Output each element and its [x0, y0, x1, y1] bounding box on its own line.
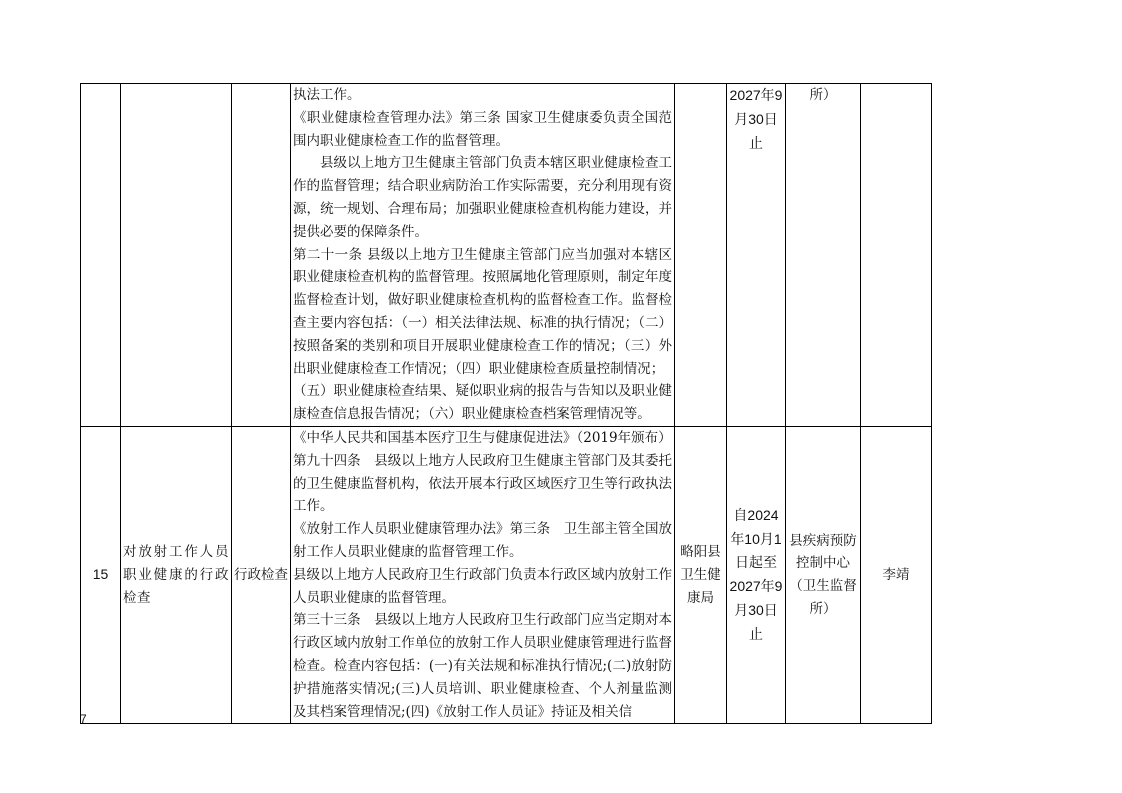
basis-paragraph: 第二十一条 县级以上地方卫生健康主管部门应当加强对本辖区职业健康检查机构的监督管理。按照属地化管理原则，制定年度监督检查计划，做好职业健康检查机构的监督检查工作。监督检查主要内容包括：（一）相关法律法规、标准的执行情况；（二）按照备案的类别和项目开展职业健康检查工作的情况；（三）外出职业健康检查工作情况；（四）职业健康检查质量控制情况； [293, 246, 672, 377]
basis-paragraph: （五）职业健康检查结果、疑似职业病的报告与告知以及职业健康检查信息报告情况；（六）职业健康检查档案管理情况等。 [293, 383, 672, 423]
authority-text: 略阳县卫生健康局 [680, 543, 721, 606]
cell-item [121, 426, 232, 723]
item-name: 对放射工作人员职业健康的行政检查 [123, 543, 229, 606]
table-row-15 [81, 426, 932, 723]
org-text: 所） [809, 87, 837, 103]
cell-item-empty [121, 84, 232, 427]
basis-paragraph: 第九十四条 县级以上地方人民政府卫生健康主管部门及其委托的卫生健康监督机构，依法开展本行政区域医疗卫生等行政执法工作。 [293, 452, 672, 515]
row-number: 15 [92, 566, 109, 583]
basis-paragraph: 《职业健康检查管理办法》第三条 国家卫生健康委负责全国范围内职业健康检查工作的监督管理。 [293, 109, 672, 149]
cell-authority [675, 426, 727, 723]
cell-period [727, 84, 786, 427]
inspection-table [80, 83, 932, 724]
org-text: 县疾病预防控制中心（卫生监督所） [789, 532, 857, 617]
cell-org [786, 426, 861, 723]
cell-type-empty [232, 84, 291, 427]
cell-authority-empty [675, 84, 727, 427]
cell-period [727, 426, 786, 723]
basis-paragraph: 《中华人民共和国基本医疗卫生与健康促进法》（2019年颁布） [293, 429, 672, 446]
basis-paragraph: 执法工作。 [293, 87, 361, 103]
cell-no [81, 426, 121, 723]
page-number: 7 [80, 712, 87, 726]
cell-no-empty [81, 84, 121, 427]
basis-paragraph: 县级以上地方卫生健康主管部门负责本辖区职业健康检查工作的监督管理；结合职业病防治工作实际需要，充分利用现有资源，统一规划、合理布局；加强职业健康检查机构能力建设，并提供必要的保障条件。 [293, 155, 672, 240]
basis-paragraph: 《放射工作人员职业健康管理办法》第三条 卫生部主管全国放射工作人员职业健康的监督管理工作。 [293, 521, 672, 560]
person-name: 李靖 [882, 566, 910, 583]
cell-legal-basis [291, 84, 675, 427]
cell-person-empty [861, 84, 932, 427]
period-text: 自2024年10月1日起至2027年9月30日止 [729, 506, 783, 642]
basis-paragraph: 县级以上地方人民政府卫生行政部门负责本行政区域内放射工作人员职业健康的监督管理。 [293, 566, 672, 606]
cell-legal-basis [291, 426, 675, 723]
table-row-continued [81, 84, 932, 427]
cell-org [786, 84, 861, 427]
period-text: 2027年9月30日止 [729, 87, 783, 151]
item-type: 行政检查 [234, 566, 288, 583]
cell-type [232, 426, 291, 723]
basis-paragraph: 第三十三条 县级以上地方人民政府卫生行政部门应当定期对本行政区域内放射工作单位的放射工作人员职业健康管理进行监督检查。检查内容包括：(一)有关法规和标准执行情况;(二)放射防护措施落实情况;(三)人员培训、职业健康检查、个人剂量监测及其档案管理情况;(四)《放射工作人员证》持证及相关信 [293, 612, 672, 720]
cell-person [861, 426, 932, 723]
